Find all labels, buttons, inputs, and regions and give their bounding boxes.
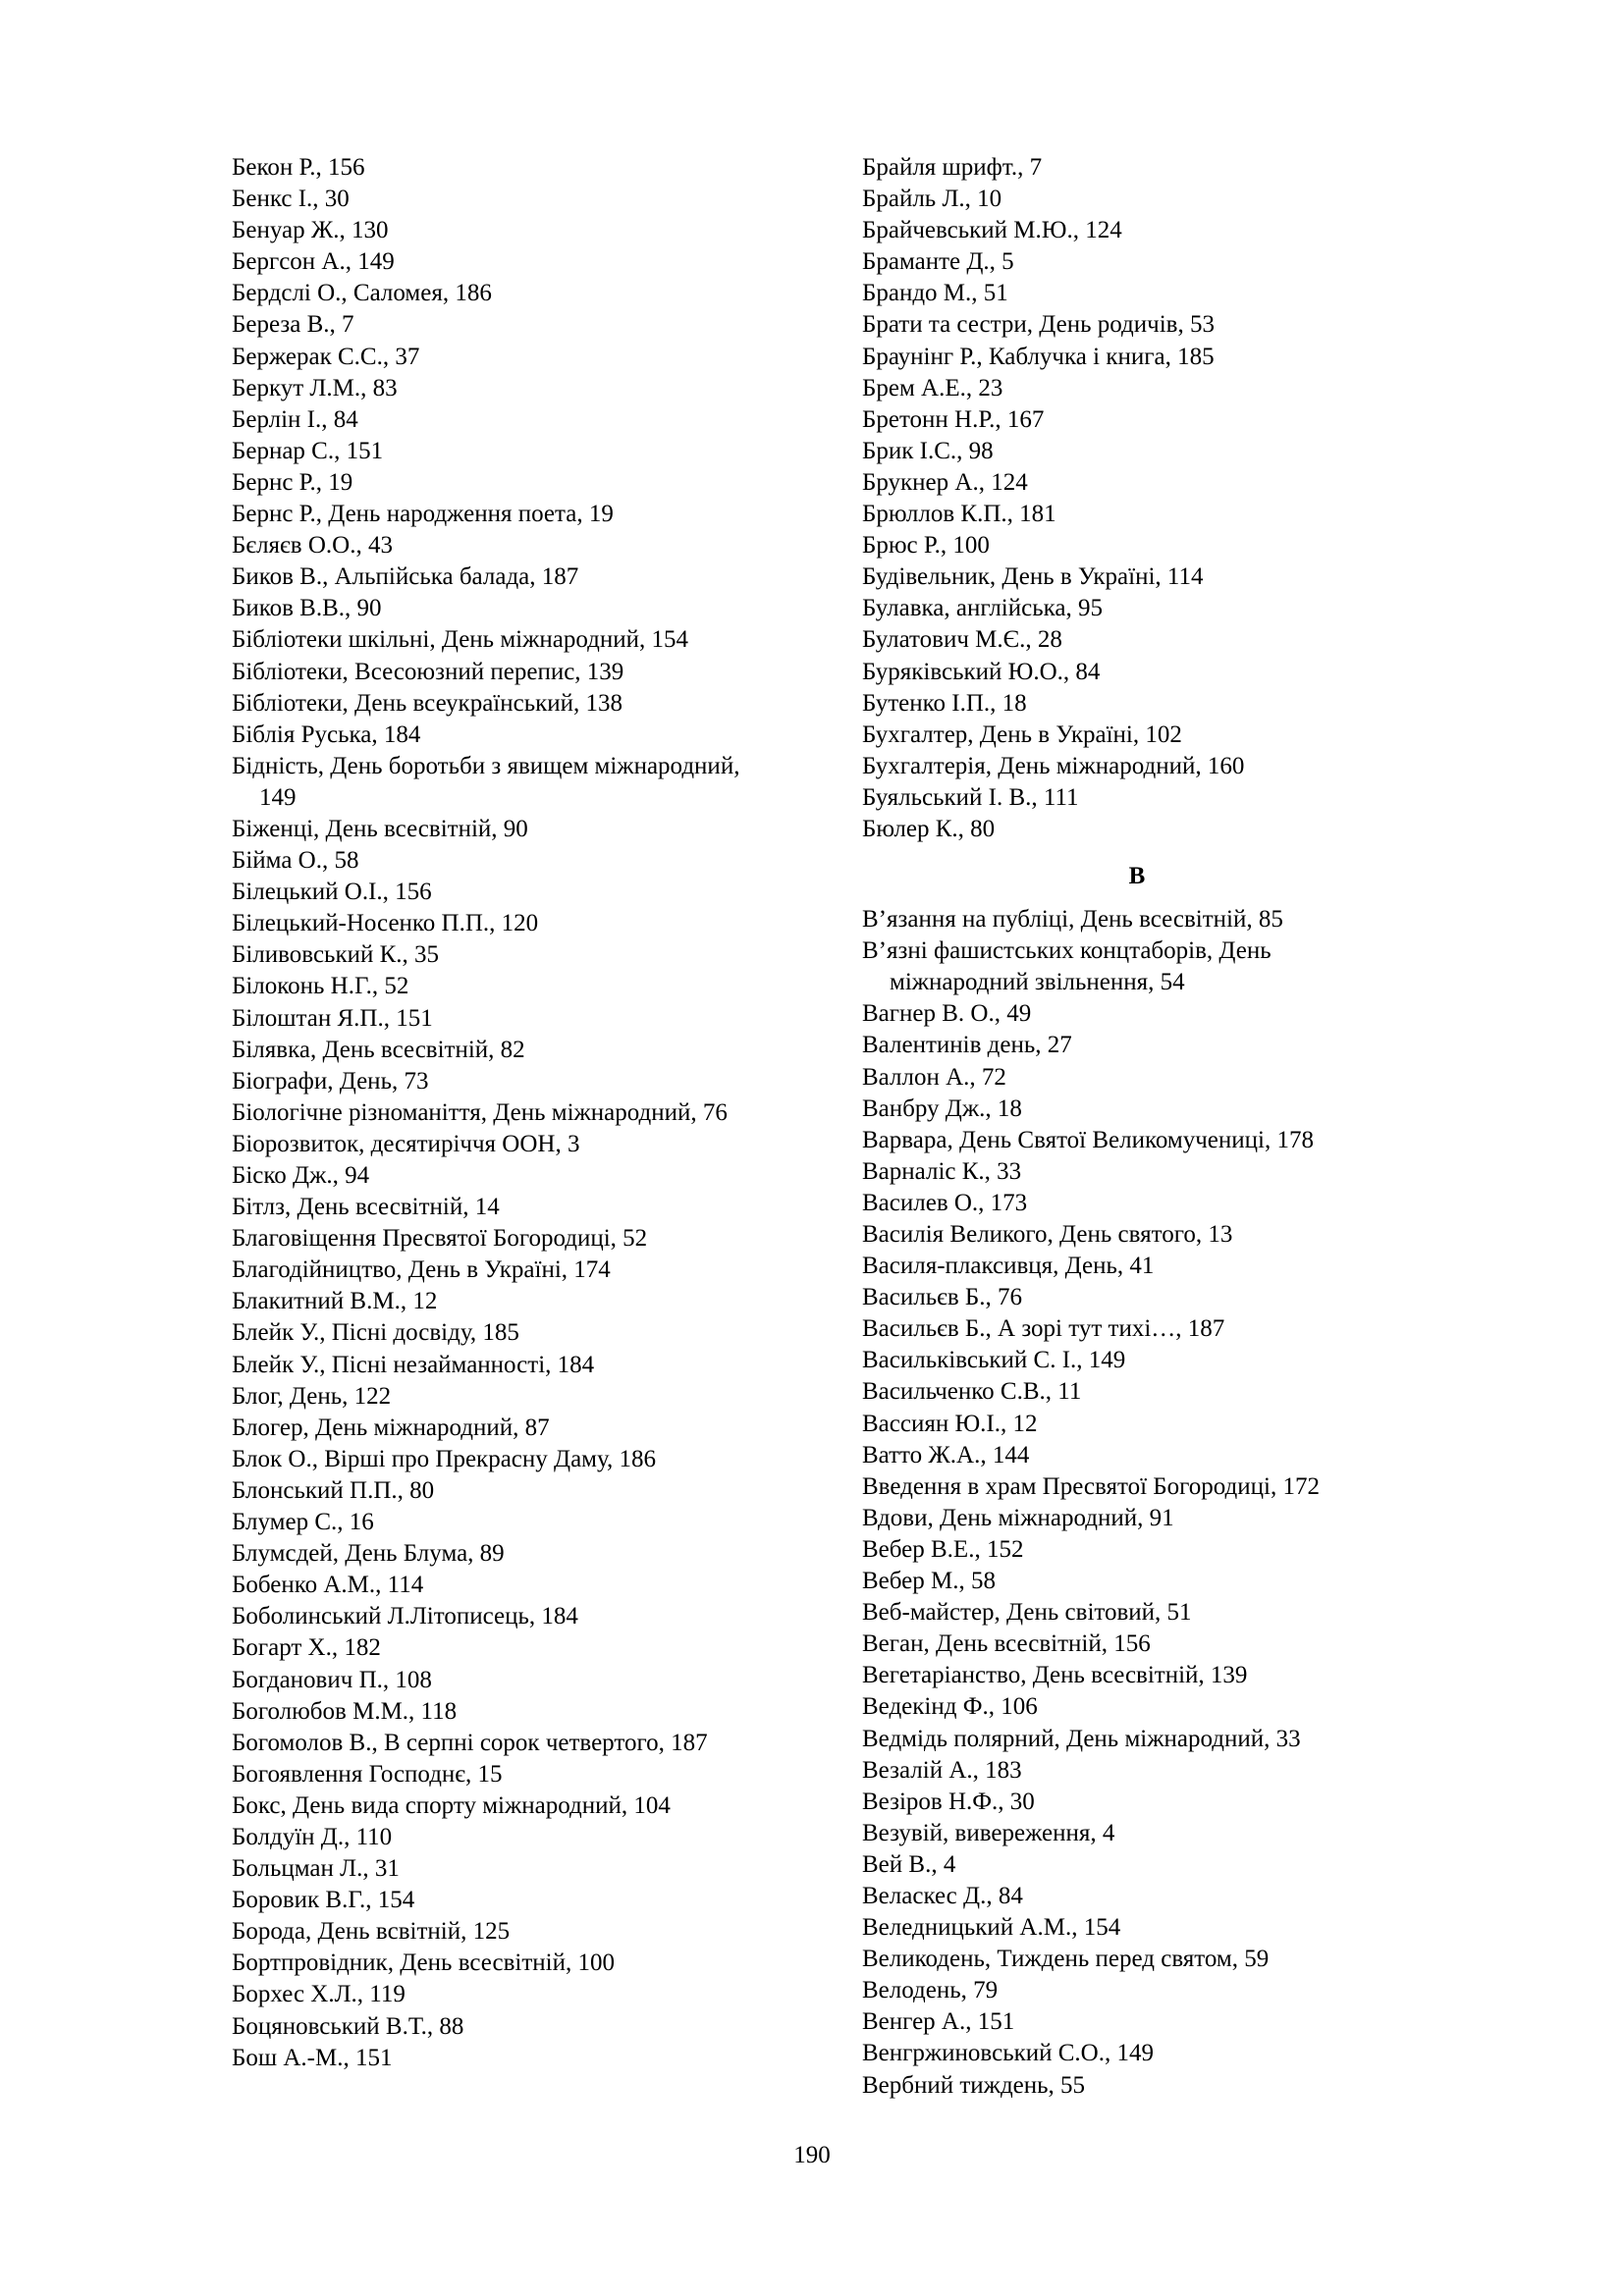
index-entry: Брайль Л., 10: [862, 186, 1002, 213]
index-entry: Біско Дж., 94: [232, 1162, 370, 1189]
index-entry: Биков В.В., 90: [232, 595, 382, 622]
index-entry: Василев О., 173: [862, 1189, 1028, 1216]
index-entry: Вебер М., 58: [862, 1568, 996, 1595]
index-entry: Бенуар Ж., 130: [232, 217, 389, 244]
index-entry: Ведекінд Ф., 106: [862, 1693, 1038, 1721]
index-entry: Бійма О., 58: [232, 847, 359, 875]
index-entry: Валлон А., 72: [862, 1063, 1006, 1091]
index-entry: Васильківський С. І., 149: [862, 1347, 1126, 1374]
index-entry: Блог, День, 122: [232, 1382, 392, 1410]
index-entry: Везувій, виверeження, 4: [862, 1819, 1115, 1846]
index-entry: Варналіс К., 33: [862, 1157, 1022, 1185]
index-entry: Богданович П., 108: [232, 1666, 432, 1693]
index-entry: Брайля шрифт., 7: [862, 154, 1043, 181]
index-entry: Бухгалтерія, День міжнародний, 160: [862, 752, 1245, 779]
index-entry: Білоштан Я.П., 151: [232, 1004, 433, 1032]
index-entry: Брюллов К.П., 181: [862, 501, 1056, 528]
index-entry: Бокс, День вида спорту міжнародний, 104: [232, 1791, 671, 1819]
index-entry: Береза В., 7: [232, 311, 354, 339]
index-entry: Введення в храм Пресвятої Богородиці, 172: [862, 1472, 1320, 1500]
index-entry: Ведмідь полярний, День міжнародний, 33: [862, 1725, 1301, 1752]
index-entry: Венгер А., 151: [862, 2008, 1015, 2036]
index-entry: Больцман Л., 31: [232, 1855, 400, 1883]
index-entry: Боболинський Л.Літописець, 184: [232, 1603, 578, 1630]
index-entry: Бюлер К., 80: [862, 815, 996, 842]
index-entry: Бутенко І.П., 18: [862, 689, 1027, 717]
index-entry: Венгржиновський С.О., 149: [862, 2040, 1154, 2067]
index-entry: Богомолов В., В серпні сорок четвертого, 187: [232, 1729, 708, 1756]
index-entry: Брем А.Е., 23: [862, 374, 1003, 401]
index-entry: Бернс Р., 19: [232, 468, 353, 496]
index-entry: Васильєв Б., 76: [862, 1284, 1023, 1311]
index-entry: Бобенко А.М., 114: [232, 1572, 424, 1599]
index-entry: Блогер, День міжнародний, 87: [232, 1414, 550, 1441]
index-entry: Блейк У., Пісні незайманності, 184: [232, 1351, 595, 1378]
index-entry: Брайчевський М.Ю., 124: [862, 217, 1122, 244]
index-entry: Вдови, День міжнародний, 91: [862, 1504, 1174, 1531]
index-entry: В’язання на публіці, День всесвітній, 85: [862, 906, 1283, 934]
index-entry: Вей В., 4: [862, 1850, 956, 1878]
index-entry: Будівельник, День в Україні, 114: [862, 563, 1204, 591]
index-entry: Валентинів день, 27: [862, 1032, 1072, 1059]
index-entry: Біорозвиток, десятиріччя ООН, 3: [232, 1130, 580, 1157]
index-entry: Бергсон А., 149: [232, 248, 395, 276]
index-entry: Вебер В.Е., 152: [862, 1535, 1024, 1563]
index-entry: Благодійництво, День в Україні, 174: [232, 1256, 611, 1284]
index-entry: Беркут Л.М., 83: [232, 374, 398, 401]
index-group-b-continued: [862, 152, 1412, 845]
index-entry: Біблія Руська, 184: [232, 721, 421, 748]
index-entry: Богоявлення Господнє, 15: [232, 1760, 503, 1788]
index-entry: Білецький О.І., 156: [232, 879, 432, 906]
section-letter-heading: В: [1128, 863, 1146, 890]
index-entry: Блейк У., Пісні досвіду, 185: [232, 1319, 519, 1347]
index-entry: Бенкс І., 30: [232, 186, 350, 213]
page-number: 190: [793, 2142, 831, 2168]
index-entry: Бідність, День боротьби з явищем міжнародний, 149: [232, 752, 740, 811]
index-entry: Василя-плаксивця, День, 41: [862, 1253, 1155, 1280]
index-entry: Блок О., Вірші про Прекрасну Даму, 186: [232, 1445, 656, 1472]
index-entry: В’язні фашистських концтаборів, День міжнародний звільнення, 54: [862, 937, 1272, 996]
index-entry: Ванбру Дж., 18: [862, 1095, 1022, 1122]
index-entry: Біологічне різноманіття, День міжнародний, 76: [232, 1098, 728, 1126]
index-entry: Варвара, День Святої Великомучениці, 178: [862, 1126, 1314, 1153]
index-entry: Вербний тиждень, 55: [862, 2071, 1086, 2099]
index-entry: Бібліотеки шкільні, День міжнародний, 154: [232, 626, 688, 654]
index-entry: Велодень, 79: [862, 1977, 999, 2004]
index-entry: Борода, День всвітній, 125: [232, 1918, 511, 1946]
index-entry: Ватто Ж.А., 144: [862, 1441, 1030, 1468]
index-entry: Брукнер А., 124: [862, 468, 1028, 496]
index-entry: Біливовський К., 35: [232, 941, 440, 969]
index-entry: Буряківський Ю.О., 84: [862, 658, 1101, 685]
index-entry: Благовіщення Пресвятої Богородиці, 52: [232, 1225, 648, 1253]
index-entry: Бернс Р., День народження поета, 19: [232, 501, 614, 528]
index-entry: Бернар С., 151: [232, 437, 384, 464]
index-entry: Бердслі О., Саломея, 186: [232, 280, 492, 307]
index-entry: Боровик В.Г., 154: [232, 1887, 415, 1914]
index-entry: Веган, День всесвітній, 156: [862, 1630, 1151, 1658]
index-entry: Біографи, День, 73: [232, 1067, 429, 1095]
index-entry: Берлін І., 84: [232, 405, 358, 433]
index-entry: Бержерак С.С., 37: [232, 343, 420, 370]
index-entry: Брюс Р., 100: [862, 532, 990, 560]
index-entry: Браманте Д., 5: [862, 248, 1014, 276]
index-entry: Білоконь Н.Г., 52: [232, 973, 409, 1000]
index-entry: Блумсдей, День Блума, 89: [232, 1540, 505, 1568]
index-entry: Бош А.-М., 151: [232, 2044, 393, 2071]
index-entry: Везалій А., 183: [862, 1756, 1022, 1784]
index-entry: Бекон Р., 156: [232, 154, 365, 181]
index-entry: Богарт Х., 182: [232, 1634, 381, 1662]
index-entry: Білецький-Носенко П.П., 120: [232, 910, 539, 937]
index-entry: Болдуїн Д., 110: [232, 1823, 393, 1850]
index-entry: Боцяновський В.Т., 88: [232, 2012, 464, 2040]
index-entry: Браунінг Р., Каблучка і книга, 185: [862, 343, 1215, 370]
index-entry: Білявка, День всесвітній, 82: [232, 1036, 525, 1063]
index-entry: Брандо М., 51: [862, 280, 1008, 307]
index-entry: Блонський П.П., 80: [232, 1476, 435, 1504]
index-entry: Васильєв Б., А зорі тут тихі…, 187: [862, 1315, 1225, 1343]
index-entry: Веб-майстер, День світовий, 51: [862, 1599, 1192, 1627]
index-column-left: [232, 152, 782, 2074]
index-entry: Вассиян Ю.І., 12: [862, 1410, 1038, 1437]
index-entry: Булатович М.Є., 28: [862, 626, 1062, 654]
index-entry: Васильченко С.В., 11: [862, 1378, 1082, 1406]
index-entry: Василія Великого, День святого, 13: [862, 1221, 1233, 1248]
index-entry: Бєляєв О.О., 43: [232, 532, 393, 560]
index-entry: Бітлз, День всесвітній, 14: [232, 1194, 500, 1221]
index-group-v: [862, 904, 1412, 2102]
index-entry: Блумер С., 16: [232, 1509, 374, 1536]
index-entry: Бібліотеки, Всесоюзний перепис, 139: [232, 658, 624, 685]
index-entry: Биков В., Альпійська балада, 187: [232, 563, 579, 591]
index-entry: Блакитний В.М., 12: [232, 1288, 438, 1315]
index-entry: Бібліотеки, День всеукраїнський, 138: [232, 689, 623, 717]
index-entry: Веласкес Д., 84: [862, 1882, 1023, 1909]
index-entry: Бортпровідник, День всесвітній, 100: [232, 1949, 615, 1977]
index-entry: Боголюбов М.М., 118: [232, 1697, 458, 1725]
index-column-right: [862, 152, 1412, 2102]
index-entry: Буяльський І. В., 111: [862, 783, 1079, 811]
index-entry: Бретонн Н.Р., 167: [862, 405, 1045, 433]
index-entry: Біженці, День всесвітній, 90: [232, 815, 528, 842]
index-entry: Борхес Х.Л., 119: [232, 1981, 406, 2008]
index-entry: Булавка, англійська, 95: [862, 595, 1103, 622]
index-entry: Вагнер В. О., 49: [862, 1000, 1032, 1028]
index-entry: Великодень, Тиждень перед святом, 59: [862, 1946, 1270, 1973]
index-entry: Бухгалтер, День в Україні, 102: [862, 721, 1182, 748]
index-entry: Везіров Н.Ф., 30: [862, 1788, 1035, 1815]
index-entry: Брати та сестри, День родичів, 53: [862, 311, 1215, 339]
index-entry: Вегетаріанство, День всесвітній, 139: [862, 1662, 1248, 1689]
index-entry: Брик І.С., 98: [862, 437, 994, 464]
index-entry: Веледницький А.М., 154: [862, 1914, 1121, 1942]
